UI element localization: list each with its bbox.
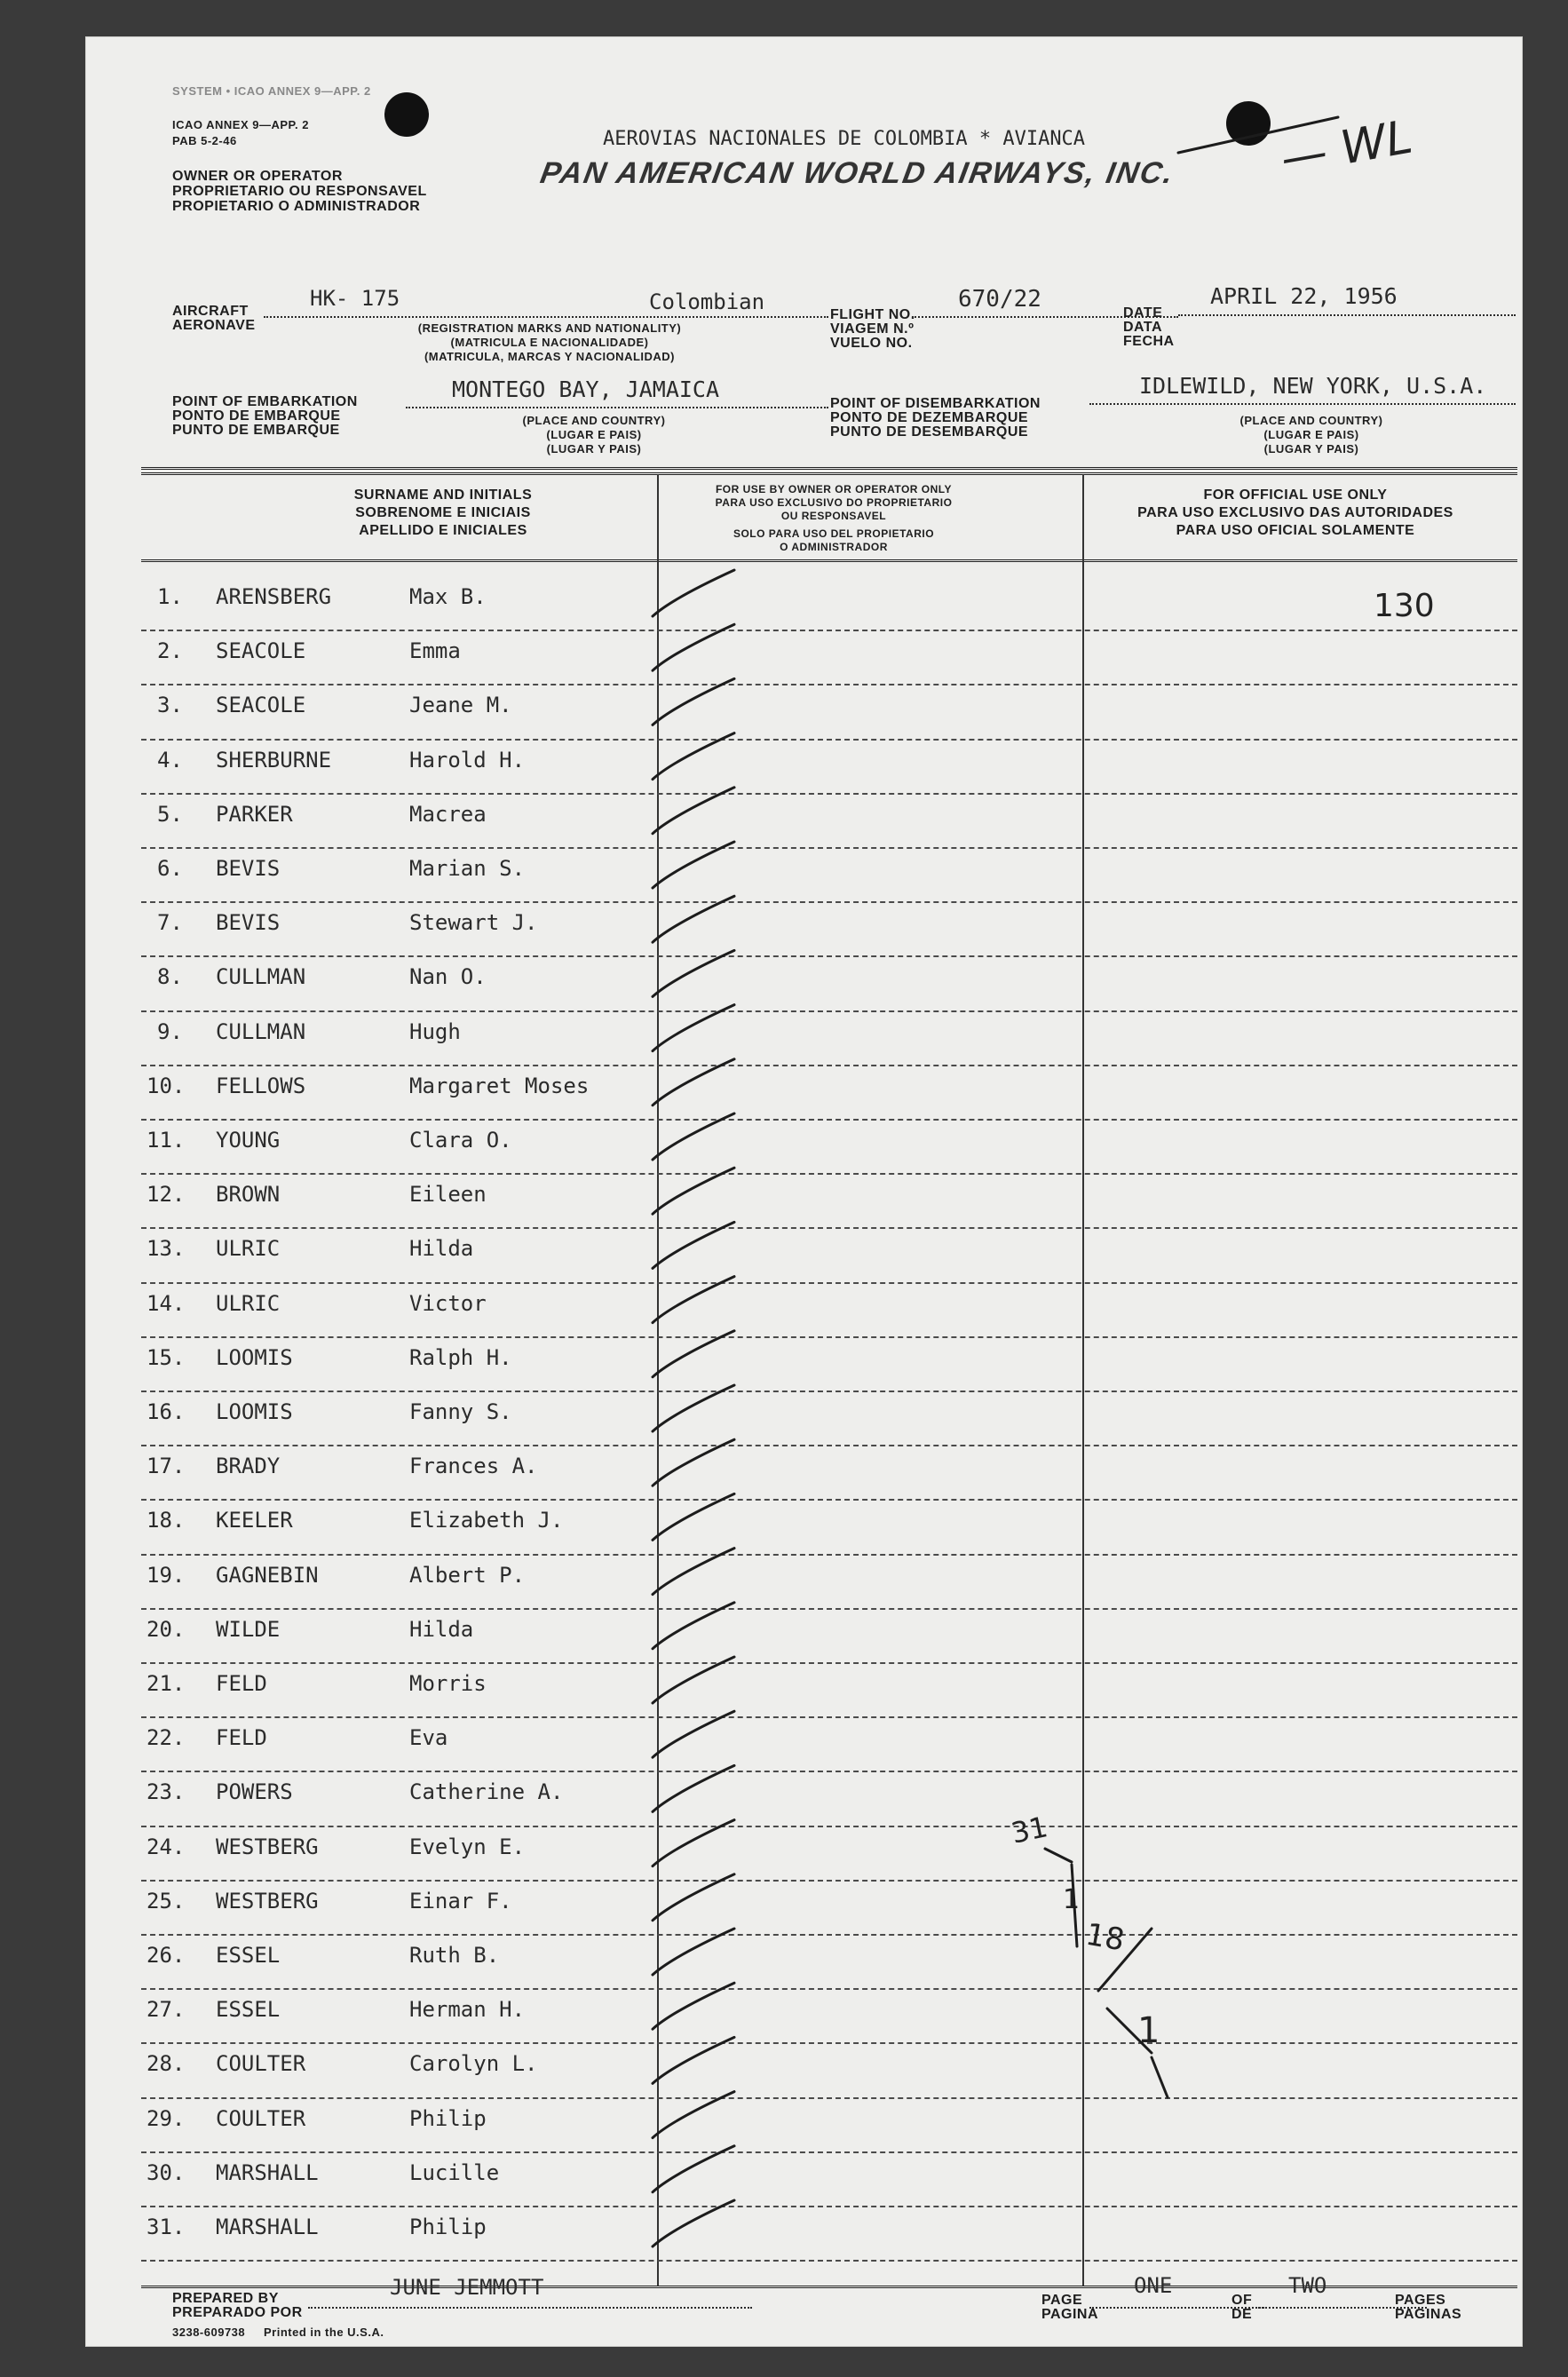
check-mark xyxy=(653,788,734,834)
tally-1a: 1 xyxy=(1063,1884,1081,1915)
check-mark xyxy=(653,1277,734,1323)
passenger-given-names: Emma xyxy=(409,638,461,664)
passenger-surname: WILDE xyxy=(216,1616,281,1642)
passenger-given-names: Eileen xyxy=(409,1182,487,1208)
check-mark xyxy=(653,896,734,942)
passenger-surname: ULRIC xyxy=(216,1236,281,1262)
check-mark xyxy=(653,570,734,616)
col-owner-header-3: OU RESPONSAVEL xyxy=(780,510,887,522)
row-number: 15. xyxy=(147,1344,186,1370)
passenger-surname: FELLOWS xyxy=(216,1073,306,1098)
row-number: 28. xyxy=(147,2051,186,2077)
row-number: 21. xyxy=(147,1671,186,1696)
passenger-given-names: Victor xyxy=(409,1290,487,1316)
check-mark xyxy=(653,1603,734,1649)
passenger-given-names: Albert P. xyxy=(409,1562,526,1588)
check-mark xyxy=(653,2037,734,2083)
aircraft-value: HK- 175 xyxy=(310,286,400,311)
passenger-surname: FELD xyxy=(216,1671,267,1696)
check-mark xyxy=(653,1059,734,1105)
of-value: TWO xyxy=(1288,2273,1327,2298)
passenger-surname: MARSHALL xyxy=(216,2215,319,2239)
row-number: 16. xyxy=(147,1399,186,1424)
disembark-value: IDLEWILD, NEW YORK, U.S.A. xyxy=(1139,373,1487,399)
passenger-surname: BEVIS xyxy=(216,856,281,881)
check-mark xyxy=(653,1494,734,1540)
row-number: 9. xyxy=(157,1018,183,1044)
row-number: 29. xyxy=(147,2105,186,2131)
date-label-es: FECHA xyxy=(1123,334,1175,349)
check-mark xyxy=(653,1820,734,1866)
col-owner-header-2: PARA USO EXCLUSIVO DO PROPRIETARIO xyxy=(715,496,953,509)
prepared-value: JUNE JEMMOTT xyxy=(390,2275,544,2300)
passenger-given-names: Carolyn L. xyxy=(409,2051,538,2077)
embark-caption-1: (PLACE AND COUNTRY) xyxy=(522,414,666,427)
check-mark xyxy=(653,1385,734,1431)
tally-stroke-2 xyxy=(1072,1865,1077,1946)
check-mark xyxy=(653,842,734,888)
passenger-given-names: Margaret Moses xyxy=(409,1073,590,1098)
flight-label-en: FLIGHT NO. xyxy=(830,307,915,322)
check-mark xyxy=(653,2200,734,2246)
tally-31: 31 xyxy=(1008,1810,1051,1850)
row-number: 12. xyxy=(147,1182,186,1208)
row-number: 7. xyxy=(157,910,183,936)
form-ref-3: PAB 5-2-46 xyxy=(172,134,237,147)
owner-label-es: PROPIETARIO O ADMINISTRADOR xyxy=(172,199,421,214)
passenger-given-names: Hilda xyxy=(409,1236,474,1262)
embark-value: MONTEGO BAY, JAMAICA xyxy=(452,376,720,402)
passenger-surname: BROWN xyxy=(216,1182,281,1208)
row-number: 23. xyxy=(147,1779,186,1805)
official-note: 130 xyxy=(1374,588,1435,624)
embark-label-en: POINT OF EMBARKATION xyxy=(172,394,358,409)
row-number: 30. xyxy=(147,2159,186,2185)
passenger-given-names: Morris xyxy=(409,1671,487,1696)
passenger-surname: WESTBERG xyxy=(216,1834,319,1859)
tally-stroke-1 xyxy=(1045,1849,1072,1862)
row-number: 8. xyxy=(157,964,183,990)
row-number: 13. xyxy=(147,1236,186,1262)
row-number: 3. xyxy=(157,693,183,718)
passenger-given-names: Frances A. xyxy=(409,1454,538,1479)
passenger-surname: MARSHALL xyxy=(216,2159,319,2185)
passenger-given-names: Clara O. xyxy=(409,1128,512,1153)
passenger-given-names: Einar F. xyxy=(409,1888,512,1913)
row-number: 25. xyxy=(147,1888,186,1913)
check-mark xyxy=(653,950,734,996)
airline-operator: PAN AMERICAN WORLD AIRWAYS, INC. xyxy=(537,156,1177,190)
col-owner-header-5: O ADMINISTRADOR xyxy=(780,541,888,553)
check-mark xyxy=(653,733,734,780)
passenger-given-names: Philip xyxy=(409,2215,487,2239)
passenger-surname: ULRIC xyxy=(216,1290,281,1316)
row-number: 31. xyxy=(147,2215,186,2239)
prepared-underline xyxy=(308,2307,752,2309)
disembark-caption-1: (PLACE AND COUNTRY) xyxy=(1239,414,1383,427)
passenger-surname: GAGNEBIN xyxy=(216,1562,319,1588)
check-mark xyxy=(653,1005,734,1051)
passenger-given-names: Ralph H. xyxy=(409,1344,512,1370)
check-mark xyxy=(653,1874,734,1921)
check-mark xyxy=(653,1657,734,1703)
passenger-surname: BEVIS xyxy=(216,910,281,936)
disembark-label-en: POINT OF DISEMBARKATION xyxy=(830,396,1041,411)
passenger-surname: YOUNG xyxy=(216,1128,281,1153)
passenger-given-names: Marian S. xyxy=(409,856,526,881)
check-mark xyxy=(653,1439,734,1486)
date-label-en: DATE xyxy=(1123,305,1163,321)
tally-stroke-4 xyxy=(1107,2009,1152,2053)
printed-note: Printed in the U.S.A. xyxy=(264,2325,384,2339)
row-number: 14. xyxy=(147,1290,186,1316)
passenger-surname: CULLMAN xyxy=(216,964,306,990)
owner-label-en: OWNER OR OPERATOR xyxy=(172,169,343,184)
registration-caption-3: (MATRICULA, MARCAS Y NACIONALIDAD) xyxy=(424,350,676,363)
passenger-given-names: Lucille xyxy=(409,2159,500,2185)
flight-value: 670/22 xyxy=(958,286,1041,313)
row-number: 4. xyxy=(157,747,183,773)
row-number: 24. xyxy=(147,1834,186,1859)
passenger-given-names: Philip xyxy=(409,2105,487,2131)
handwritten-initials: — WL xyxy=(1276,110,1417,186)
nationality-value: Colombian xyxy=(649,289,765,314)
check-mark xyxy=(653,1549,734,1595)
row-number: 27. xyxy=(147,1997,186,2023)
passenger-given-names: Hilda xyxy=(409,1616,474,1642)
aircraft-label-pt: AERONAVE xyxy=(172,318,256,333)
row-number: 1. xyxy=(157,584,183,609)
pages-label-pt: PAGINAS xyxy=(1395,2307,1462,2322)
col-owner-header-4: SOLO PARA USO DEL PROPIETARIO xyxy=(733,527,935,540)
registration-caption-1: (REGISTRATION MARKS AND NATIONALITY) xyxy=(417,321,682,335)
row-number: 18. xyxy=(147,1508,186,1533)
passenger-surname: ARENSBERG xyxy=(216,584,332,609)
row-number: 10. xyxy=(147,1073,186,1098)
pages-label-en: PAGES xyxy=(1395,2293,1446,2308)
embark-label-pt: PONTO DE EMBARQUE xyxy=(172,408,341,424)
initials-underline xyxy=(1178,117,1338,153)
form-number: 3238-609738 xyxy=(172,2325,246,2339)
row-number: 20. xyxy=(147,1616,186,1642)
prepared-label-en: PREPARED BY xyxy=(172,2291,279,2306)
tally-stroke-5 xyxy=(1152,2057,1168,2097)
date-value: APRIL 22, 1956 xyxy=(1210,283,1398,309)
passenger-surname: LOOMIS xyxy=(216,1344,293,1370)
passenger-given-names: Eva xyxy=(409,1725,448,1751)
check-mark xyxy=(653,2092,734,2138)
owner-label-pt: PROPRIETARIO OU RESPONSAVEL xyxy=(172,184,427,199)
passenger-given-names: Catherine A. xyxy=(409,1779,564,1805)
passenger-surname: KEELER xyxy=(216,1508,293,1533)
row-number: 17. xyxy=(147,1454,186,1479)
passenger-surname: LOOMIS xyxy=(216,1399,293,1424)
col-names-header-2: SOBRENOME E INICIAIS xyxy=(355,505,531,520)
embark-caption-2: (LUGAR E PAIS) xyxy=(546,428,642,441)
col-names-header-1: SURNAME AND INITIALS xyxy=(353,487,533,503)
page-value: ONE xyxy=(1134,2273,1173,2298)
tally-1b: 1 xyxy=(1137,2010,1160,2051)
passenger-given-names: Herman H. xyxy=(409,1997,526,2023)
aircraft-label-en: AIRCRAFT xyxy=(172,304,249,319)
row-number: 5. xyxy=(157,801,183,827)
check-mark xyxy=(653,1711,734,1757)
disembark-label-pt: PONTO DE DEZEMBARQUE xyxy=(830,410,1029,425)
check-mark xyxy=(653,1222,734,1268)
disembark-caption-2: (LUGAR E PAIS) xyxy=(1263,428,1359,441)
passenger-surname: ESSEL xyxy=(216,1943,281,1968)
check-mark xyxy=(653,2146,734,2192)
tally-stroke-3 xyxy=(1098,1929,1152,1991)
passenger-surname: SEACOLE xyxy=(216,693,306,718)
passenger-surname: COULTER xyxy=(216,2051,306,2077)
col-official-header-2: PARA USO EXCLUSIVO DAS AUTORIDADES xyxy=(1137,505,1453,520)
passenger-surname: COULTER xyxy=(216,2105,306,2131)
manifest-page xyxy=(86,37,1522,2346)
passenger-surname: CULLMAN xyxy=(216,1018,306,1044)
passenger-surname: POWERS xyxy=(216,1779,293,1805)
row-number: 26. xyxy=(147,1943,186,1968)
check-mark xyxy=(653,1983,734,2029)
handwritten-strokes xyxy=(86,37,1522,2346)
passenger-given-names: Stewart J. xyxy=(409,910,538,936)
col-names-header-3: APELLIDO E INICIALES xyxy=(359,523,527,538)
disembark-label-es: PUNTO DE DESEMBARQUE xyxy=(830,424,1029,440)
passenger-surname: WESTBERG xyxy=(216,1888,319,1913)
col-official-header-3: PARA USO OFICIAL SOLAMENTE xyxy=(1176,523,1415,538)
of-label-en: OF xyxy=(1231,2293,1253,2308)
row-number: 22. xyxy=(147,1725,186,1751)
check-mark xyxy=(653,678,734,725)
check-mark xyxy=(653,1929,734,1975)
passenger-given-names: Ruth B. xyxy=(409,1943,500,1968)
check-mark xyxy=(653,1113,734,1160)
passenger-given-names: Max B. xyxy=(409,584,487,609)
page-label-pt: PAGINA xyxy=(1041,2307,1099,2322)
embark-caption-3: (LUGAR Y PAIS) xyxy=(546,442,642,456)
passenger-given-names: Jeane M. xyxy=(409,693,512,718)
passenger-surname: BRADY xyxy=(216,1454,281,1479)
passenger-surname: SHERBURNE xyxy=(216,747,332,773)
tally-18: 18 xyxy=(1082,1916,1128,1959)
row-number: 19. xyxy=(147,1562,186,1588)
col-official-header-1: FOR OFFICIAL USE ONLY xyxy=(1203,487,1388,503)
passenger-given-names: Macrea xyxy=(409,801,487,827)
prepared-label-pt: PREPARADO POR xyxy=(172,2305,303,2320)
embark-label-es: PUNTO DE EMBARQUE xyxy=(172,423,340,438)
passenger-surname: FELD xyxy=(216,1725,267,1751)
passenger-surname: PARKER xyxy=(216,801,293,827)
date-label-pt: DATA xyxy=(1123,320,1163,335)
passenger-given-names: Harold H. xyxy=(409,747,526,773)
check-mark xyxy=(653,624,734,670)
flight-label-pt: VIAGEM N.º xyxy=(830,321,915,337)
of-label-pt: DE xyxy=(1231,2307,1253,2322)
airline-name: AEROVIAS NACIONALES DE COLOMBIA * AVIANCA xyxy=(603,128,1086,150)
check-mark xyxy=(653,1331,734,1377)
page-label-en: PAGE xyxy=(1041,2293,1083,2308)
passenger-given-names: Hugh xyxy=(409,1018,461,1044)
passenger-given-names: Fanny S. xyxy=(409,1399,512,1424)
form-ref-1: SYSTEM • ICAO ANNEX 9—APP. 2 xyxy=(172,84,371,98)
passenger-surname: ESSEL xyxy=(216,1997,281,2023)
passenger-given-names: Evelyn E. xyxy=(409,1834,526,1859)
row-number: 2. xyxy=(157,638,183,664)
row-number: 6. xyxy=(157,856,183,881)
passenger-given-names: Elizabeth J. xyxy=(409,1508,564,1533)
passenger-given-names: Nan O. xyxy=(409,964,487,990)
col-owner-header-1: FOR USE BY OWNER OR OPERATOR ONLY xyxy=(715,483,953,495)
disembark-caption-3: (LUGAR Y PAIS) xyxy=(1263,442,1359,456)
passenger-surname: SEACOLE xyxy=(216,638,306,664)
check-mark xyxy=(653,1168,734,1214)
form-ref-2: ICAO ANNEX 9—APP. 2 xyxy=(172,118,309,131)
registration-caption-2: (MATRICULA E NACIONALIDADE) xyxy=(450,336,649,349)
flight-label-es: VUELO NO. xyxy=(830,336,913,351)
row-number: 11. xyxy=(147,1128,186,1153)
check-mark xyxy=(653,1765,734,1811)
